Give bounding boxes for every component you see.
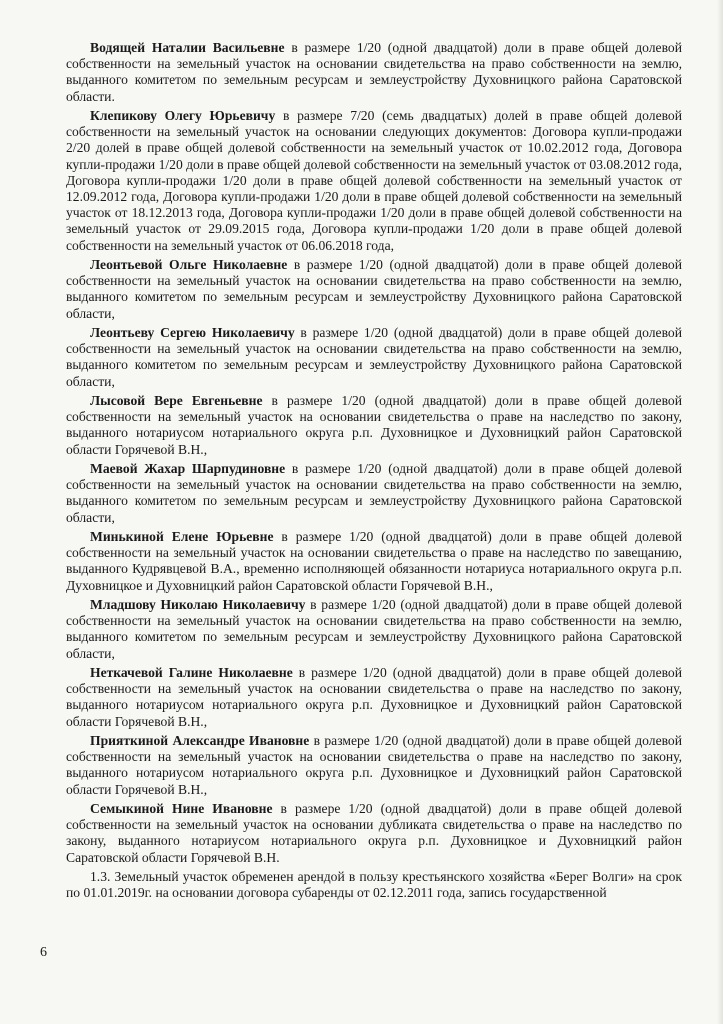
document-page (66, 40, 682, 905)
owner-name: Неткачевой Галине Николаевне (90, 665, 293, 681)
owner-name: Водящей Наталии Васильевне (90, 40, 285, 55)
paragraph-text: в размере 7/20 (семь двадцатых) долей в праве общей долевой собственности на земельный участок на основании следующих документов: Договора купли-продажи 2/20 долей в праве общей долевой собственности на земельный участок от 10.02.2012 года, Договора купли-продажи 1/20 доли в праве общей долевой собственности на земельный участок от 03.08.2012 года, Договора купли-продажи 1/20 доли в праве общей долевой собственности на земельный участок от 12.09.2012 года, Договора купли-продажи 1/20 доли в праве общей долевой собственности на земельный участок от 18.12.2013 года, Договора купли-продажи 1/20 доли в праве общей долевой собственности на земельный участок от 29.09.2015 года, Договора купли-продажи 1/20 доли в праве общей долевой собственности на земельный участок от 06.06.2018 года, (66, 108, 682, 253)
paragraph-vodyashchey (66, 40, 682, 105)
paragraph-text: в размере 1/20 (одной двадцатой) доли в праве общей долевой собственности на земельный участок на основании свидетельства на право собственности на землю, выданного комитетом по земельным ресурсам и землеустройству Духовницкого района Саратовской области. (66, 40, 682, 104)
paragraph-mladshov (66, 597, 682, 662)
paragraph-priyatkina (66, 733, 682, 798)
owner-name: Маевой Жахар Шарпудиновне (90, 461, 286, 477)
paragraph-text: в размере 1/20 (одной двадцатой) доли в праве общей долевой собственности на земельный участок на основании свидетельства о праве на наследство по завещанию, выданного Кудрявцевой В.А., временно исполняющей обязанности нотариуса нотариального округа р.п. Духовницкое и Духовницкий район Саратовской области Горячевой В.Н., (66, 529, 682, 593)
scan-edge-shadow (717, 0, 723, 1024)
owner-name: Семыкиной Нине Ивановне (90, 801, 273, 817)
owner-name: Прияткиной Александре Ивановне (90, 733, 310, 749)
paragraph-text: 1.3. Земельный участок обременен арендой в пользу крестьянского хозяйства «Берег Волги» на срок по 01.01.2019г. на основании договора субаренды от 02.12.2011 года, запись государственной (66, 869, 682, 901)
paragraph-lysova (66, 393, 682, 458)
paragraph-text: в размере 1/20 (одной двадцатой) доли в праве общей долевой собственности на земельный участок на основании свидетельства на право собственности на землю, выданного комитетом по земельным ресурсам и землеустройству Духовницкого района Саратовской области, (66, 325, 682, 389)
paragraph-klepikov (66, 108, 682, 254)
paragraph-netkacheva (66, 665, 682, 730)
owner-name: Минькиной Елене Юрьевне (90, 529, 274, 545)
page-number: 6 (40, 945, 47, 960)
paragraph-text: в размере 1/20 (одной двадцатой) доли в праве общей долевой собственности на земельный участок на основании свидетельства о праве на наследство по закону, выданного нотариусом нотариального округа р.п. Духовницкое и Духовницкий район Саратовской области Горячевой В.Н., (66, 393, 682, 457)
owner-name: Леонтьевой Ольге Николаевне (90, 257, 288, 273)
owner-name: Клепикову Олегу Юрьевичу (90, 108, 276, 123)
paragraph-leontiev (66, 325, 682, 390)
owner-name: Леонтьеву Сергею Николаевичу (90, 325, 295, 341)
paragraph-section-1-3 (66, 869, 682, 901)
paragraph-text: в размере 1/20 (одной двадцатой) доли в праве общей долевой собственности на земельный участок на основании свидетельства на право собственности на землю, выданного комитетом по земельным ресурсам и землеустройству Духовницкого района Саратовской области, (66, 461, 682, 525)
owner-name: Лысовой Вере Евгеньевне (90, 393, 263, 409)
owner-name: Младшову Николаю Николаевичу (90, 597, 306, 613)
paragraph-text: в размере 1/20 (одной двадцатой) доли в праве общей долевой собственности на земельный участок на основании свидетельства о праве на наследство по закону, выданного нотариусом нотариального округа р.п. Духовницкое и Духовницкий район Саратовской области Горячевой В.Н., (66, 733, 683, 797)
paragraph-text: в размере 1/20 (одной двадцатой) доли в праве общей долевой собственности на земельный участок на основании свидетельства о праве на наследство по закону, выданного нотариусом нотариального округа р.п. Духовницкое и Духовницкий район Саратовской области Горячевой В.Н., (66, 665, 682, 729)
paragraph-maeva (66, 461, 682, 526)
paragraph-text: в размере 1/20 (одной двадцатой) доли в праве общей долевой собственности на земельный участок на основании свидетельства на право собственности на землю, выданного комитетом по земельным ресурсам и землеустройству Духовницкого района Саратовской области, (66, 257, 682, 321)
paragraph-text: в размере 1/20 (одной двадцатой) доли в праве общей долевой собственности на земельный участок на основании дубликата свидетельства о праве на наследство по закону, выданного нотариусом нотариального округа р.п. Духовницкое и Духовницкий район Саратовской области Горячевой В.Н. (66, 801, 682, 865)
paragraph-semykina (66, 801, 682, 866)
paragraph-text: в размере 1/20 (одной двадцатой) доли в праве общей долевой собственности на земельный участок на основании свидетельства на право собственности на землю, выданного комитетом по земельным ресурсам и землеустройству Духовницкого района Саратовской области, (66, 597, 683, 661)
paragraph-minkina (66, 529, 682, 594)
paragraph-leontieva (66, 257, 682, 322)
